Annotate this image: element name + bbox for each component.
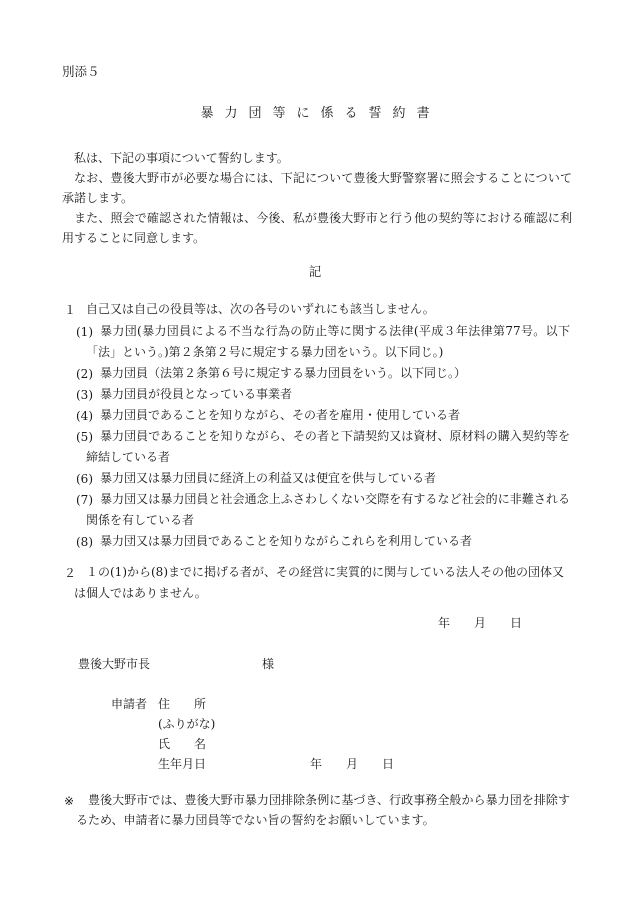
date-month: 月 (474, 616, 487, 630)
item-number: (8) (76, 535, 93, 549)
birthdate-label: 生年月日 (158, 757, 207, 771)
section-2-text: １の(1)から(8)までに掲げる者が、その経営に実質的に関与している法人その他の団体又は個人ではありません。 (74, 565, 564, 600)
intro-block (62, 148, 572, 248)
item-number: (5) (76, 430, 93, 444)
item-text: 暴力団員であることを知りながら、その者を雇用・使用している者 (100, 408, 461, 422)
date-day: 日 (510, 616, 523, 630)
date-year: 年 (438, 616, 451, 630)
intro-paragraph: また、照会で確認された情報は、今後、私が豊後大野市と行う他の契約等における確認に利用することに同意します。 (62, 211, 572, 245)
item-text: 暴力団又は暴力団員であることを知りながらこれらを利用している者 (100, 534, 473, 548)
address-label: 住 所 (158, 697, 207, 711)
item-number: (3) (76, 388, 93, 402)
birth-month: 月 (346, 757, 359, 771)
furigana-label: (ふりがな) (158, 717, 216, 731)
ki-heading: 記 (308, 264, 322, 279)
birth-day: 日 (382, 757, 395, 771)
item-number: (7) (76, 493, 93, 507)
addressee-honorific: 様 (262, 657, 275, 671)
applicant-label: 申請者 (111, 697, 148, 711)
item-number: (6) (76, 472, 93, 486)
document-label: 別添５ (62, 64, 100, 79)
intro-paragraph: 私は、下記の事項について誓約します。 (74, 151, 289, 165)
section-2-number: ２ (64, 566, 77, 580)
item-number: (1) (76, 325, 93, 339)
birth-year: 年 (310, 757, 323, 771)
item-text: 暴力団(暴力団員による不当な行為の防止等に関する法律(平成３年法律第77号。以下「法」という。)第２条第２号に規定する暴力団をいう。以下同じ。) (86, 324, 570, 359)
document-title: 暴力団等に係る誓約書 (200, 106, 441, 121)
note-mark: ※ (64, 794, 75, 808)
note-text: 豊後大野市では、豊後大野市暴力団排除条例に基づき、行政事務全般から暴力団を排除するため、申請者に暴力団員等でない旨の誓約をお願いしています。 (76, 793, 570, 827)
item-number: (2) (76, 367, 93, 381)
section-1-text: 自己又は自己の役員等は、次の各号のいずれにも該当しません。 (86, 302, 435, 316)
item-text: 暴力団員が役員となっている事業者 (100, 387, 293, 401)
addressee-name: 豊後大野市長 (78, 657, 151, 671)
intro-paragraph: なお、豊後大野市が必要な場合には、下記について豊後大野警察署に照会することについて承諾します。 (62, 171, 572, 205)
item-number: (4) (76, 409, 93, 423)
name-label: 氏 名 (158, 737, 207, 751)
item-text: 暴力団員（法第２条第６号に規定する暴力団員をいう。以下同じ。） (100, 366, 467, 380)
item-text: 暴力団又は暴力団員と社会通念上ふさわしくない交際を有するなど社会的に非難される関係を有している者 (86, 492, 570, 527)
item-text: 暴力団員であることを知りながら、その者と下請契約又は資材、原材料の購入契約等を締結している者 (86, 429, 570, 464)
section-1-number: １ (64, 303, 77, 317)
item-text: 暴力団又は暴力団員に経済上の利益又は便宜を供与している者 (100, 471, 437, 485)
